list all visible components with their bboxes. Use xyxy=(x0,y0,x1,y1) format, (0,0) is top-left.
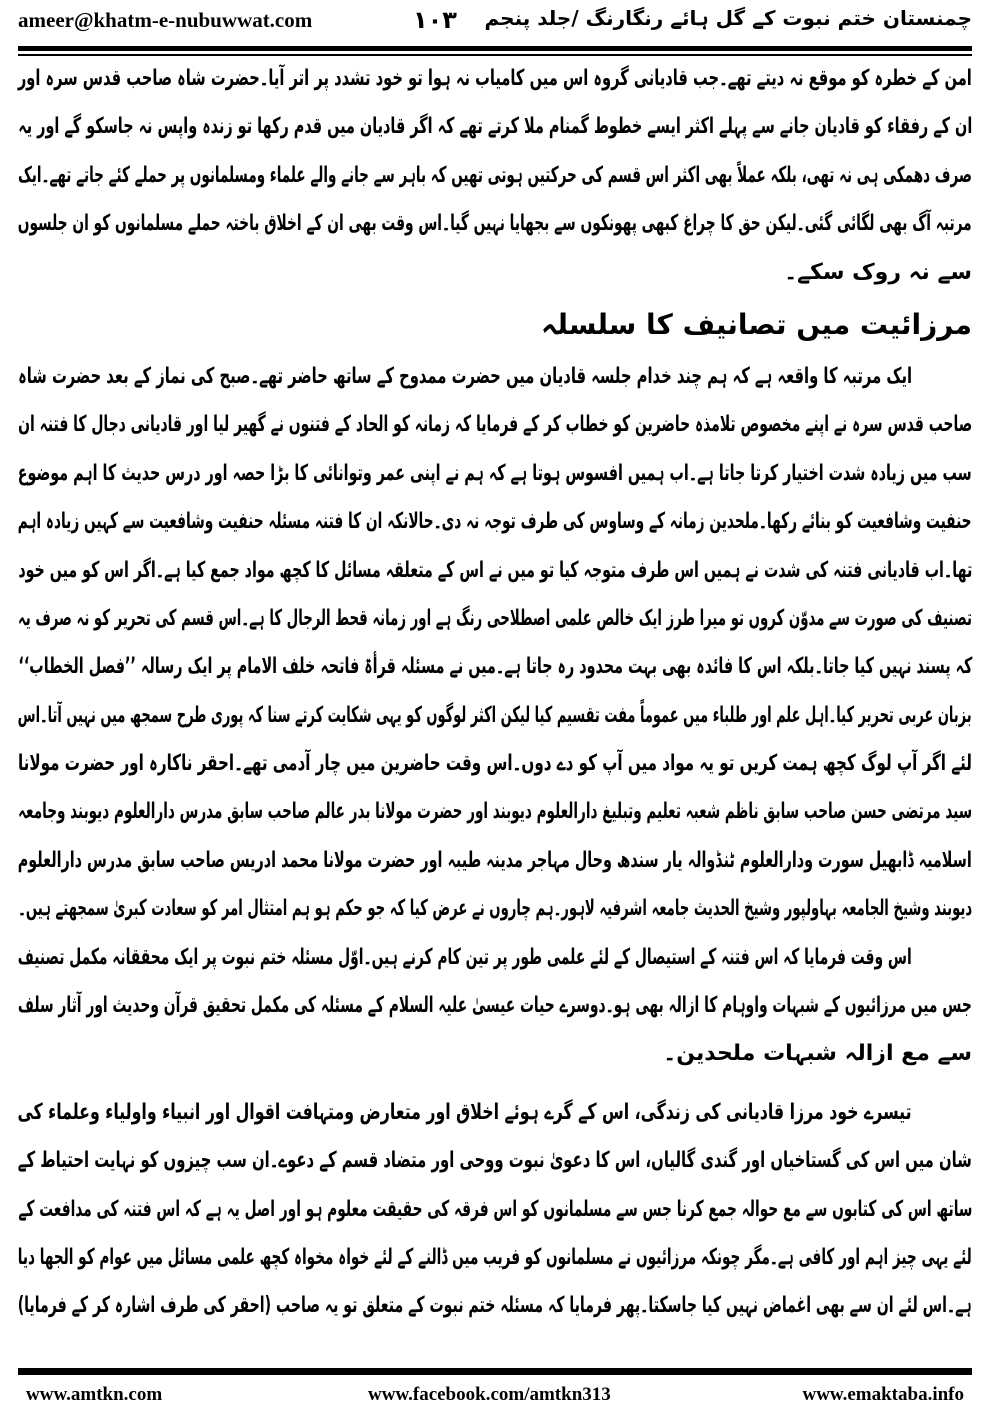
text-line-content: مرتبہ آگ بھی لگائی گئی۔لیکن حق کا چراغ کبھی پھونکوں سے بجھایا نہیں گیا۔اس وقت بھی ان کے اخلاق باختہ حملے مسلمانوں کو ان جلسوں xyxy=(18,211,972,237)
text-line-content: سب میں زیادہ شدت اختیار کرتا جاتا ہے۔اب ہمیں افسوس ہوتا ہے کہ ہم نے اپنی عمر وتوانائی کا بڑا حصہ اور درس حدیث کا اہم موضوع xyxy=(18,460,972,486)
text-line xyxy=(18,211,972,259)
text-line-content: ان کے رفقاء کو قادیان جانے سے پہلے اکثر ایسے خطوط گمنام ملا کرتے تھے کہ اگر قادیان میں قدم رکھا تو زندہ واپس نہ جاسکو گے اور یہ xyxy=(18,114,972,140)
text-line xyxy=(18,66,972,114)
page-number: ۱۰۳ xyxy=(413,6,457,34)
text-line-content: امن کے خطرہ کو موقع نہ دیتے تھے۔جب قادیانی گروہ اس میں کامیاب نہ ہوا تو خود تشدد پر اتر آیا۔حضرت شاہ صاحب قدس سرہ اور xyxy=(18,66,972,91)
page-footer xyxy=(18,1384,972,1410)
page-body xyxy=(18,66,972,1342)
paragraph xyxy=(18,945,972,1090)
text-line-content: دیوبند وشیخ الجامعہ بہاولپور وشیخ الحدیث جامعہ اشرفیہ لاہور۔ہم چاروں نے عرض کیا کہ جو حکم ہو ہم امتثال امر کو سعادت کبریٰ سمجھتے ہیں۔ xyxy=(18,896,972,922)
text-line-content: بزبان عربی تحریر کیا۔اہل علم اور طلباء میں عموماً مفت تقسیم کیا لیکن اکثر لوگوں کو یہی شکایت کرتے سنا کہ پوری طرح سمجھ میں نہیں آتا۔اس xyxy=(18,702,972,728)
text-line xyxy=(18,1041,972,1089)
text-line-content: تصنیف کی صورت سے مدوّن کروں تو میرا طرز ایک خالص علمی اصطلاحی رنگ ہے اور زمانہ قحط الرجال کا ہے۔اس قسم کی تحریر کو نہ صرف یہ xyxy=(18,605,972,631)
text-line-content: کہ پسند نہیں کیا جاتا۔بلکہ اس کا فائدہ بھی بہت محدود رہ جاتا ہے۔میں نے مسئلہ قرأۃ فاتحہ خلف الامام پر ایک رسالہ ’’فصل الخطاب‘‘ xyxy=(18,654,972,680)
footer-link-facebook[interactable]: www.facebook.com/amtkn313 xyxy=(368,1384,611,1405)
text-line-content: حنفیت وشافعیت کو بنائے رکھا۔ملحدین زمانہ کے وساوس کی طرف توجہ نہ دی۔حالانکہ ان کا فتنہ مسئلہ حنفیت وشافعیت سے کہیں زیادہ اہم xyxy=(18,509,972,535)
text-line xyxy=(18,799,972,847)
text-line xyxy=(18,1100,972,1148)
section-heading: مرزائیت میں تصانیف کا سلسلہ xyxy=(540,307,972,341)
text-line-content: صرف دھمکی ہی نہ تھی، بلکہ عملاً بھی اکثر اس قسم کی حرکتیں ہوتی تھیں کہ باہر سے جانے والے علماء ومسلمانوں پر حملے کئے جاتے تھے۔ایک xyxy=(18,162,972,188)
paragraph xyxy=(18,364,972,945)
footer-link-website[interactable]: www.amtkn.com xyxy=(26,1384,163,1405)
text-line xyxy=(18,1245,972,1293)
text-line xyxy=(18,1197,972,1245)
text-line-content: صاحب قدس سرہ نے اپنے مخصوص تلامذہ حاضرین کو خطاب کر کے فرمایا کہ زمانہ کو الحاد کے فتنوں نے گھیر لیا اور قادیانی دجال کا فتنہ ان xyxy=(18,412,972,438)
text-line xyxy=(18,163,972,211)
footer-rule xyxy=(18,1368,972,1375)
book-title: چمنستان ختم نبوت کے گل ہائے رنگارنگ /جلد پنجم xyxy=(484,6,972,30)
paragraph-gap xyxy=(18,1090,972,1100)
text-line xyxy=(18,993,972,1041)
text-line xyxy=(18,606,972,654)
text-line-content: لئے اگر آپ لوگ کچھ ہمت کریں تو یہ مواد میں آپ کو دے دوں۔اس وقت حاضرین میں چار آدمی تھے۔احقر ناکارہ اور حضرت مولانا xyxy=(18,751,972,777)
paragraph xyxy=(18,66,972,308)
text-line xyxy=(18,945,972,993)
text-line xyxy=(18,260,972,308)
header-rule-thin xyxy=(18,54,972,56)
text-line xyxy=(18,461,972,509)
text-line-content: ساتھ اس کی کتابوں سے مع حوالہ جمع کرنا جس سے مسلمانوں کو اس فرقہ کی حقیقت معلوم ہو اور اصل یہ ہے کہ اس فتنہ کی مدافعت کے xyxy=(17,1196,972,1222)
text-line xyxy=(18,509,972,557)
text-line xyxy=(18,558,972,606)
text-line-content: جس میں مرزائیوں کے شبہات واوہام کا ازالہ بھی ہو۔دوسرے حیات عیسیٰ علیہ السلام کے مسئلہ کی مکمل تحقیق قرآن وحدیث اور آثار سلف xyxy=(18,993,972,1019)
text-line-content: سے مع ازالہ شبہات ملحدین۔ xyxy=(663,1041,972,1067)
text-line xyxy=(18,114,972,162)
text-line-content: شان میں اس کی گستاخیاں اور گندی گالیاں، اس کا دعویٰ نبوت ووحی اور متضاد قسم کے دعوے۔ان سب چیزوں کو نہایت احتیاط کے xyxy=(18,1148,972,1174)
page-header xyxy=(18,6,972,40)
text-line-content: ایک مرتبہ کا واقعہ ہے کہ ہم چند خدام جلسہ قادیان میں حضرت ممدوح کے ساتھ حاضر تھے۔صبح کی نماز کے بعد حضرت شاہ xyxy=(18,363,912,389)
text-line-content: سے نہ روک سکے۔ xyxy=(784,259,972,285)
text-line-content: لئے یہی چیز اہم اور کافی ہے۔مگر چونکہ مرزائیوں نے مسلمانوں کو فریب میں ڈالنے کے لئے خواہ مخواہ کچھ علمی مسائل میں عوام کو الجھا دیا xyxy=(18,1244,972,1270)
text-line-content: تھا۔اب قادیانی فتنہ کی شدت نے ہمیں اس طرف متوجہ کیا تو میں نے اس کے متعلقہ مسائل کا کچھ مواد جمع کیا ہے۔اگر اس کو میں خود xyxy=(18,557,972,583)
text-line xyxy=(18,703,972,751)
text-line-content: اس وقت فرمایا کہ اس فتنہ کے استیصال کے لئے علمی طور پر تین کام کرنے ہیں۔اوّل مسئلہ ختم نبوت پر ایک محققانہ مکمل تصنیف xyxy=(18,944,912,970)
text-line xyxy=(18,751,972,799)
text-line xyxy=(18,654,972,702)
header-email: ameer@khatm-e-nubuwwat.com xyxy=(18,8,313,32)
text-line-content: سید مرتضی حسن صاحب سابق ناظم شعبہ تعلیم وتبلیغ دارالعلوم دیوبند اور حضرت مولانا بدر عالم صاحب سابق مدرس دارالعلوم دیوبند وجامعہ xyxy=(18,799,972,825)
text-line-content: تیسرے خود مرزا قادیانی کی زندگی، اس کے گرے ہوئے اخلاق اور متعارض ومتہافت اقوال اور انبیاء واولیاء وعلماء کی xyxy=(18,1099,912,1125)
text-line-content: اسلامیہ ڈابھیل سورت ودارالعلوم ٹنڈوالہ یار سندھ وحال مہاجر مدینہ طیبہ اور حضرت مولانا محمد ادریس صاحب سابق مدرس دارالعلوم xyxy=(17,847,972,873)
text-line xyxy=(18,1293,972,1341)
text-line xyxy=(18,896,972,944)
text-line xyxy=(18,848,972,896)
footer-link-emaktaba[interactable]: www.emaktaba.info xyxy=(802,1384,964,1405)
header-rule-thick xyxy=(18,46,972,51)
text-line-content: ہے۔اس لئے ان سے بھی اغماض نہیں کیا جاسکتا۔پھر فرمایا کہ مسئلہ ختم نبوت کے متعلق تو یہ صاحب (احقر کی طرف اشارہ کر کے فرمایا) xyxy=(18,1293,972,1319)
text-line xyxy=(18,364,972,412)
book-title-box xyxy=(472,6,972,30)
text-line xyxy=(18,412,972,460)
paragraph xyxy=(18,1100,972,1342)
text-line xyxy=(18,1148,972,1196)
